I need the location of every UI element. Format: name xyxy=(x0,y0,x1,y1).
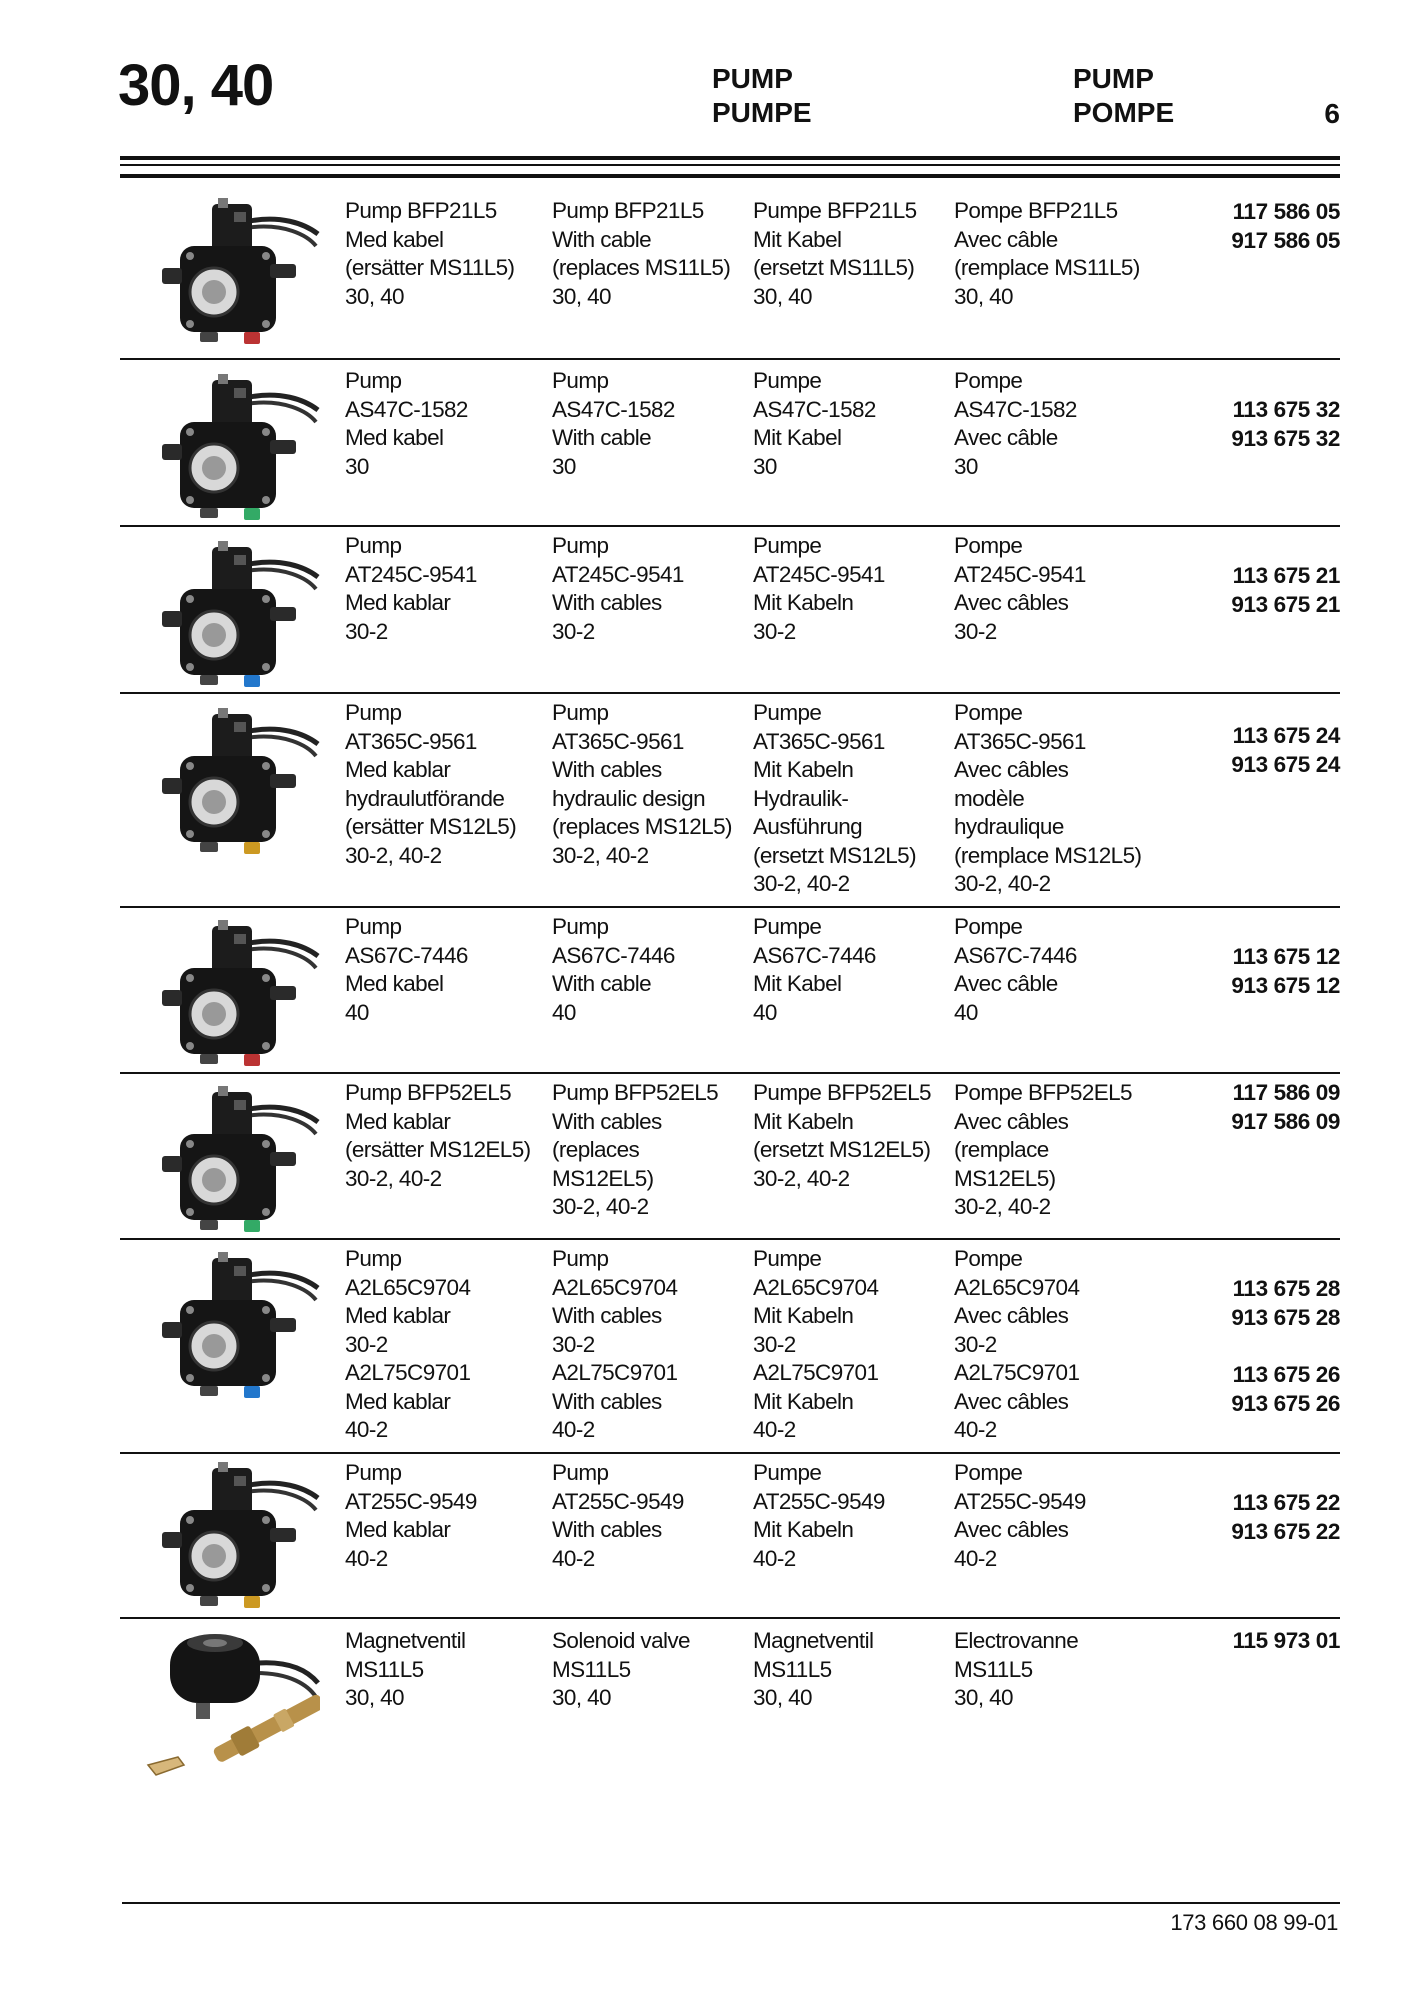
description-line: 30-2 xyxy=(345,618,388,644)
description-line: 30-2, 40-2 xyxy=(345,842,442,868)
description-line: Pump xyxy=(345,914,402,939)
part-number: 913 675 21 xyxy=(1231,592,1340,617)
header-rule xyxy=(120,156,1340,178)
description-line: Magnetventil xyxy=(345,1628,466,1653)
description-fr xyxy=(954,913,1077,1027)
document-number: 173 660 08 99-01 xyxy=(1170,1910,1338,1935)
description-line: Pumpe BFP21L5 xyxy=(753,198,917,223)
part-entry xyxy=(120,1617,1340,1710)
description-line: AS47C-1582 xyxy=(753,396,876,422)
description-line: Mit Kabeln xyxy=(753,1388,854,1414)
description-line: 40-2 xyxy=(552,1417,595,1442)
description-line: A2L65C9704 xyxy=(345,1274,471,1300)
description-line: 30-2, 40-2 xyxy=(954,871,1051,896)
description-line: A2L65C9704 xyxy=(954,1274,1080,1300)
description-line: Avec câbles xyxy=(954,590,1069,615)
description-line: 30, 40 xyxy=(954,1685,1013,1710)
description-line: A2L75C9701 xyxy=(345,1360,471,1385)
description-line: 30 xyxy=(954,453,978,479)
description-line: 30-2 xyxy=(753,1331,796,1357)
part-number: 113 675 32 xyxy=(1232,397,1340,422)
description-line: Ausführung xyxy=(753,814,863,839)
description-line: AT255C-9549 xyxy=(753,1488,885,1514)
description-line: Avec câbles xyxy=(954,1108,1069,1134)
part-number: 113 675 24 xyxy=(1232,723,1340,748)
description-de xyxy=(753,1459,885,1573)
description-de xyxy=(753,367,876,481)
description-fr xyxy=(954,197,1140,311)
description-line: 40-2 xyxy=(753,1417,796,1442)
description-line: 30-2, 40-2 xyxy=(345,1165,442,1191)
description-line: Avec câbles xyxy=(954,1303,1069,1328)
description-line: Pompe xyxy=(954,533,1023,558)
description-line: 30, 40 xyxy=(753,1685,812,1710)
description-line: A2L65C9704 xyxy=(552,1274,678,1300)
description-line: (ersätter MS12L5) xyxy=(345,814,517,839)
description-line: (remplace xyxy=(954,1137,1049,1162)
description-de xyxy=(753,1245,878,1445)
description-line: Avec câbles xyxy=(954,1517,1069,1542)
description-en xyxy=(552,1459,684,1573)
description-line: 40-2 xyxy=(345,1545,388,1571)
description-line: 40 xyxy=(552,999,576,1025)
description-en xyxy=(552,1627,690,1713)
description-line: (ersetzt MS12EL5) xyxy=(753,1137,931,1162)
description-line: Pump xyxy=(345,700,402,725)
oil-pump-icon xyxy=(140,1082,320,1242)
description-de xyxy=(753,532,885,646)
description-line: Mit Kabeln xyxy=(753,1517,854,1542)
description-line: AS67C-7446 xyxy=(552,942,675,968)
description-sv xyxy=(345,532,477,646)
description-de xyxy=(753,1079,931,1193)
description-line: MS12EL5) xyxy=(552,1165,654,1191)
description-fr xyxy=(954,1079,1132,1222)
description-sv xyxy=(345,913,468,1027)
description-line: AS67C-7446 xyxy=(954,942,1077,968)
description-line: With cables xyxy=(552,1108,662,1134)
description-line: (ersätter MS11L5) xyxy=(345,255,515,280)
description-line: Pump xyxy=(552,700,609,725)
description-line: AS67C-7446 xyxy=(753,942,876,968)
description-line: Solenoid valve xyxy=(552,1628,690,1653)
part-entry xyxy=(120,692,1340,896)
description-line: AS47C-1582 xyxy=(954,396,1077,422)
oil-pump-icon xyxy=(140,704,320,864)
description-line: Hydraulik- xyxy=(753,785,849,811)
description-line: 30, 40 xyxy=(753,283,812,309)
description-line: 40 xyxy=(345,999,369,1025)
description-line: Pump BFP52EL5 xyxy=(552,1080,719,1105)
part-number: 913 675 28 xyxy=(1231,1305,1340,1330)
description-line: Pump xyxy=(552,914,609,939)
description-de xyxy=(753,913,876,1027)
description-line: (ersetzt MS11L5) xyxy=(753,255,915,280)
description-line: Med kabel xyxy=(345,226,444,252)
description-sv xyxy=(345,1627,465,1713)
description-line: Pompe xyxy=(954,700,1023,725)
description-line: With cables xyxy=(552,1517,662,1542)
description-line: AT365C-9561 xyxy=(552,728,684,754)
description-line: (ersätter MS12EL5) xyxy=(345,1137,531,1162)
description-line: 30, 40 xyxy=(345,1685,404,1710)
description-line: 40-2 xyxy=(345,1417,388,1442)
description-line: Pump xyxy=(345,1460,402,1485)
description-line: AT365C-9561 xyxy=(753,728,885,754)
part-entry xyxy=(120,358,1340,479)
description-fr xyxy=(954,367,1077,481)
description-line: AS47C-1582 xyxy=(345,396,468,422)
model-numbers: 30, 40 xyxy=(118,53,274,118)
description-line: Avec câble xyxy=(954,226,1058,252)
description-line: Pump xyxy=(345,368,402,393)
description-line: Pumpe xyxy=(753,700,822,725)
description-line: 30-2 xyxy=(552,618,595,644)
description-line: (replaces MS12L5) xyxy=(552,814,732,839)
footer-rule xyxy=(122,1902,1340,1904)
description-line: Pumpe xyxy=(753,1460,822,1485)
description-line: Pumpe BFP52EL5 xyxy=(753,1080,931,1105)
description-line: 40 xyxy=(954,999,978,1025)
part-entry xyxy=(120,1238,1340,1442)
description-line: AS67C-7446 xyxy=(345,942,468,968)
part-number: 913 675 32 xyxy=(1231,426,1340,451)
description-line: Med kabel xyxy=(345,971,444,996)
description-line: 30 xyxy=(552,453,576,479)
description-line: With cables xyxy=(552,590,662,615)
description-line: A2L65C9704 xyxy=(753,1274,879,1300)
description-line: A2L75C9701 xyxy=(753,1360,879,1385)
description-line: Mit Kabel xyxy=(753,971,842,996)
description-line: Pump BFP52EL5 xyxy=(345,1080,512,1105)
description-line: 40-2 xyxy=(954,1545,997,1571)
description-line: With cables xyxy=(552,757,662,782)
description-sv xyxy=(345,367,468,481)
description-line: 40-2 xyxy=(954,1417,997,1442)
description-line: With cable xyxy=(552,425,652,450)
description-line: modèle xyxy=(954,785,1025,811)
description-line: Pompe BFP21L5 xyxy=(954,198,1118,223)
description-line: Mit Kabeln xyxy=(753,757,854,782)
part-number: 113 675 12 xyxy=(1232,944,1340,969)
description-line: 30, 40 xyxy=(954,283,1013,309)
description-line: Pompe xyxy=(954,1246,1023,1271)
description-line: Pump xyxy=(345,1246,402,1271)
description-line: Avec câbles xyxy=(954,757,1069,782)
description-fr xyxy=(954,1627,1078,1713)
description-line: With cable xyxy=(552,971,652,996)
description-line: MS11L5 xyxy=(753,1656,832,1682)
description-line: 30-2, 40-2 xyxy=(552,842,649,868)
description-line: 30-2 xyxy=(954,1331,997,1357)
part-entry xyxy=(120,1072,1340,1219)
description-line: 30, 40 xyxy=(345,283,404,309)
description-line: Pumpe xyxy=(753,914,822,939)
description-line: With cables xyxy=(552,1388,662,1414)
description-line: Mit Kabel xyxy=(753,226,842,252)
description-en xyxy=(552,1245,677,1445)
description-line: (remplace MS12L5) xyxy=(954,842,1142,868)
description-line: Electrovanne xyxy=(954,1628,1079,1653)
description-line: Avec câble xyxy=(954,971,1058,996)
description-sv xyxy=(345,1245,470,1445)
oil-pump-icon xyxy=(140,370,320,530)
part-number: 917 586 09 xyxy=(1231,1109,1340,1134)
description-line: Pompe xyxy=(954,1460,1023,1485)
description-line: Mit Kabel xyxy=(753,425,842,450)
description-en xyxy=(552,367,675,481)
description-line: AT255C-9549 xyxy=(345,1488,477,1514)
description-line: Med kablar xyxy=(345,1108,451,1134)
description-line: AT245C-9541 xyxy=(552,561,684,587)
description-line: MS11L5 xyxy=(552,1656,631,1682)
description-line: AT245C-9541 xyxy=(753,561,885,587)
oil-pump-icon xyxy=(140,1248,320,1408)
description-de xyxy=(753,1627,873,1713)
description-line: 30 xyxy=(345,453,369,479)
part-number: 913 675 22 xyxy=(1231,1519,1340,1544)
description-line: Pump xyxy=(552,1460,609,1485)
header-en-fr xyxy=(1073,62,1174,130)
description-fr xyxy=(954,699,1141,899)
description-line: 30-2, 40-2 xyxy=(954,1194,1051,1219)
description-sv xyxy=(345,197,514,311)
page-number: 6 xyxy=(1324,98,1340,129)
description-line: Pump BFP21L5 xyxy=(345,198,497,223)
part-number: 117 586 05 xyxy=(1232,199,1340,224)
description-line: Pompe xyxy=(954,914,1023,939)
description-line: 30, 40 xyxy=(552,1685,611,1710)
part-number: 115 973 01 xyxy=(1232,1628,1340,1653)
description-line: hydraulutförande xyxy=(345,785,505,811)
description-line: Magnetventil xyxy=(753,1628,874,1653)
description-line: MS12EL5) xyxy=(954,1165,1056,1191)
description-line: Med kabel xyxy=(345,425,444,450)
description-line: Med kablar xyxy=(345,1303,451,1328)
description-line: Med kablar xyxy=(345,1388,451,1414)
part-number: 913 675 26 xyxy=(1231,1391,1340,1416)
description-line: 30-2, 40-2 xyxy=(552,1194,649,1219)
description-line: 30-2 xyxy=(954,618,997,644)
description-line: (ersetzt MS12L5) xyxy=(753,842,916,868)
description-line: Pumpe xyxy=(753,368,822,393)
description-line: Mit Kabeln xyxy=(753,1303,854,1328)
part-number: 913 675 24 xyxy=(1231,752,1340,777)
description-line: hydraulique xyxy=(954,814,1064,839)
description-line: Avec câble xyxy=(954,425,1058,450)
description-line: Med kablar xyxy=(345,1517,451,1542)
description-en xyxy=(552,1079,718,1222)
description-line: Pompe xyxy=(954,368,1023,393)
description-sv xyxy=(345,1079,531,1193)
solenoid-valve-icon xyxy=(140,1623,320,1783)
part-entry xyxy=(120,906,1340,1025)
description-line: 30 xyxy=(753,453,777,479)
part-entry xyxy=(120,525,1340,644)
part-number: 913 675 12 xyxy=(1231,973,1340,998)
description-en xyxy=(552,913,675,1027)
description-line: 40 xyxy=(753,999,777,1025)
description-line: 40-2 xyxy=(753,1545,796,1571)
description-line: 30-2 xyxy=(753,618,796,644)
description-fr xyxy=(954,1245,1079,1445)
description-fr xyxy=(954,532,1086,646)
description-line: AT365C-9561 xyxy=(345,728,477,754)
description-en xyxy=(552,197,730,311)
description-line: A2L75C9701 xyxy=(954,1360,1080,1385)
description-line: AT245C-9541 xyxy=(954,561,1086,587)
description-line: AT255C-9549 xyxy=(552,1488,684,1514)
description-line: Pump xyxy=(552,1246,609,1271)
description-line: Med kablar xyxy=(345,590,451,615)
description-line: Pump xyxy=(345,533,402,558)
oil-pump-icon xyxy=(140,916,320,1076)
description-line: MS11L5 xyxy=(954,1656,1033,1682)
description-line: 30-2 xyxy=(345,1331,388,1357)
part-number: 113 675 26 xyxy=(1232,1362,1340,1387)
part-number: 117 586 09 xyxy=(1232,1080,1340,1105)
description-line: Pompe BFP52EL5 xyxy=(954,1080,1132,1105)
description-line: Pump BFP21L5 xyxy=(552,198,704,223)
description-line: 30-2 xyxy=(552,1331,595,1357)
part-entry xyxy=(120,1452,1340,1571)
oil-pump-icon xyxy=(140,1458,320,1618)
title-sv: PUMP xyxy=(712,63,793,94)
description-sv xyxy=(345,1459,477,1573)
description-line: hydraulic design xyxy=(552,785,705,811)
description-line: Pumpe xyxy=(753,533,822,558)
description-line: AT245C-9541 xyxy=(345,561,477,587)
description-line: (replaces xyxy=(552,1137,640,1162)
description-line: Mit Kabeln xyxy=(753,1108,854,1134)
description-line: (remplace MS11L5) xyxy=(954,255,1140,280)
part-number: 113 675 28 xyxy=(1232,1276,1340,1301)
description-line: Mit Kabeln xyxy=(753,590,854,615)
title-en: PUMP xyxy=(1073,63,1154,94)
description-line: Pump xyxy=(552,368,609,393)
description-line: 30-2, 40-2 xyxy=(753,871,850,896)
title-de: PUMPE xyxy=(712,97,812,128)
part-number: 113 675 22 xyxy=(1232,1490,1340,1515)
description-de xyxy=(753,197,917,311)
part-number: 113 675 21 xyxy=(1232,563,1340,588)
description-line: AT255C-9549 xyxy=(954,1488,1086,1514)
description-line: AT365C-9561 xyxy=(954,728,1086,754)
description-line: 40-2 xyxy=(552,1545,595,1571)
description-en xyxy=(552,699,732,870)
description-de xyxy=(753,699,916,899)
description-line: With cable xyxy=(552,226,652,252)
description-en xyxy=(552,532,684,646)
title-fr: POMPE xyxy=(1073,97,1175,128)
description-sv xyxy=(345,699,516,870)
description-line: Avec câbles xyxy=(954,1388,1069,1414)
description-line: Med kablar xyxy=(345,757,451,782)
oil-pump-icon xyxy=(140,194,320,354)
description-fr xyxy=(954,1459,1086,1573)
description-line: Pump xyxy=(552,533,609,558)
part-number: 917 586 05 xyxy=(1231,228,1340,253)
header-sv-de xyxy=(712,62,812,130)
description-line: 30-2, 40-2 xyxy=(753,1165,850,1191)
description-line: MS11L5 xyxy=(345,1656,424,1682)
description-line: AS47C-1582 xyxy=(552,396,675,422)
description-line: 30, 40 xyxy=(552,283,611,309)
description-line: A2L75C9701 xyxy=(552,1360,678,1385)
description-line: Pumpe xyxy=(753,1246,822,1271)
description-line: (replaces MS11L5) xyxy=(552,255,731,280)
oil-pump-icon xyxy=(140,537,320,697)
description-line: With cables xyxy=(552,1303,662,1328)
